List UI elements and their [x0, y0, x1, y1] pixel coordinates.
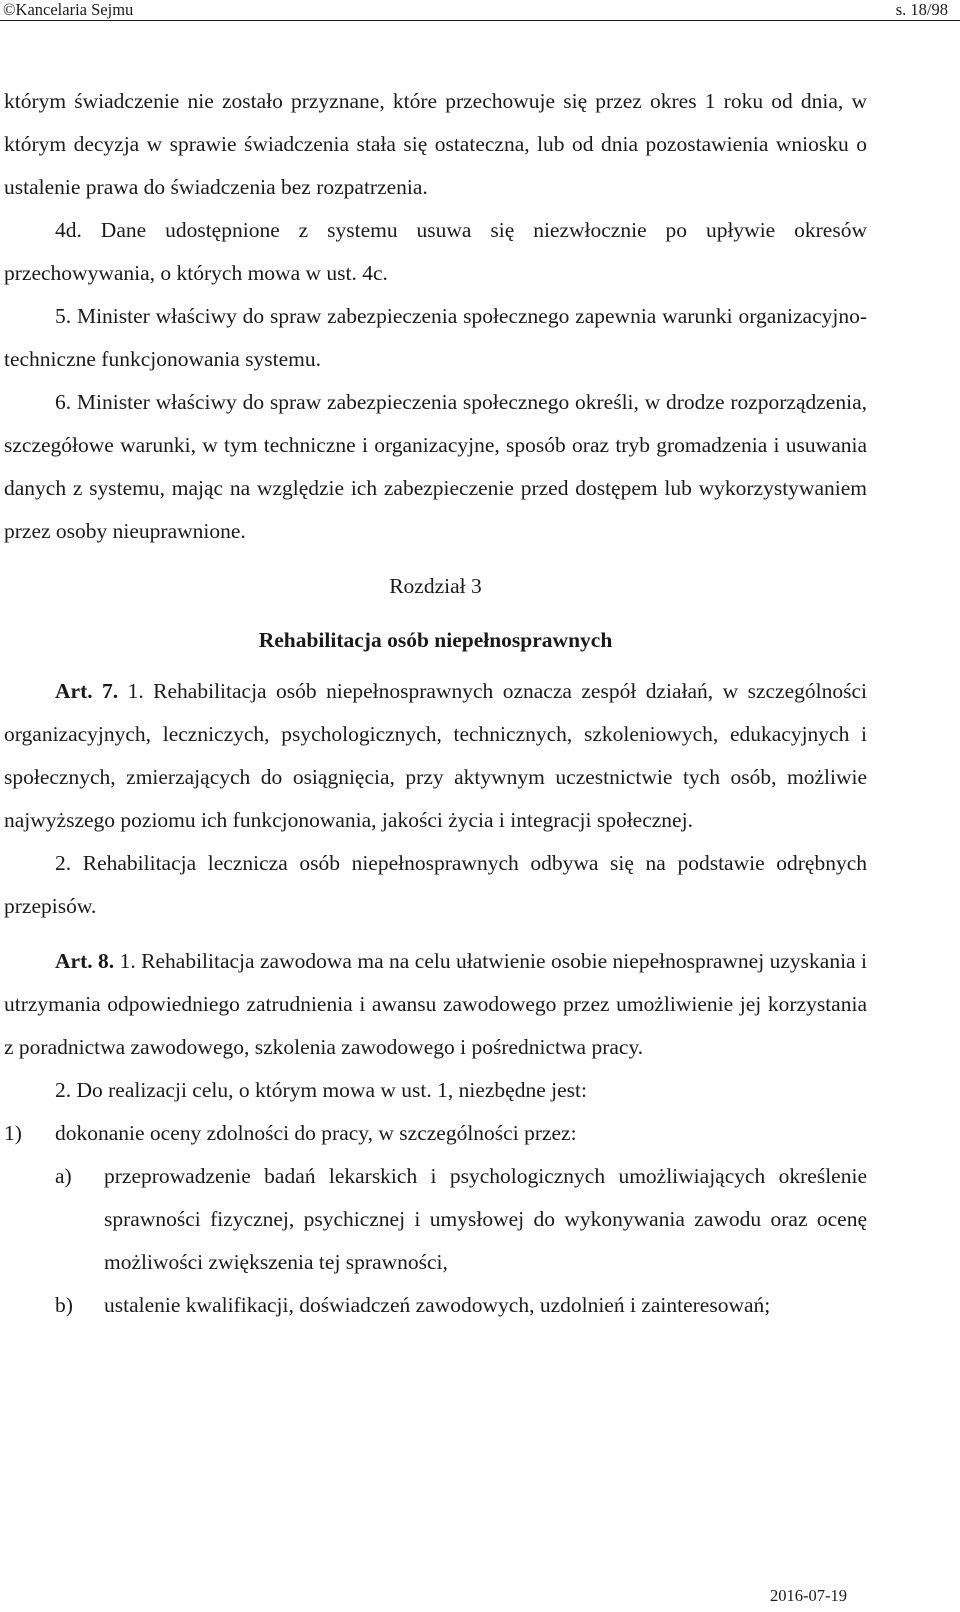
article-8-paragraph-1: [4, 940, 867, 1069]
list-item-1: [4, 1112, 867, 1155]
header-divider: [0, 20, 960, 21]
list-marker: b): [55, 1293, 73, 1317]
list-subitem-b: [4, 1284, 867, 1327]
article-7-p1-text: 1. Rehabilitacja osób niepełnosprawnych oznacza zespół działań, w szczególności organizacyjnych, leczniczych, psychologicznych, technicznych, szkoleniowych, edukacyjnych i społecznych, zmierzających do osiągnięcia, przy aktywnym uczestnictwie tych osób, możliwie najwyższego poziomu ich funkcjonowania, jakości życia i integracji społecznej.: [4, 679, 867, 832]
document-body: [4, 80, 867, 1327]
article-8-label: Art. 8.: [55, 949, 115, 973]
paragraph-continuation: którym świadczenie nie zostało przyznane, które przechowuje się przez okres 1 roku od dnia, w którym decyzja w sprawie świadczenia stała się ostateczna, lub od dnia pozostawienia wniosku o ustalenie prawa do świadczenia bez rozpatrzenia.: [4, 89, 867, 199]
page-header: [0, 0, 960, 22]
chapter-title: Rehabilitacja osób niepełnosprawnych: [258, 628, 613, 652]
article-8-paragraph-2: 2. Do realizacji celu, o którym mowa w ust. 1, niezbędne jest:: [55, 1078, 587, 1102]
list-marker: 1): [4, 1121, 22, 1145]
list-item-text: przeprowadzenie badań lekarskich i psychologicznych umożliwiających określenie sprawności fizycznej, psychicznej i umysłowej do wykonywania zawodu oraz ocenę możliwości zwiększenia tej sprawności,: [104, 1164, 867, 1274]
article-8-p1-text: 1. Rehabilitacja zawodowa ma na celu ułatwienie osobie niepełnosprawnej uzyskania i utrzymania odpowiedniego zatrudnienia i awansu zawodowego przez umożliwienie jej korzystania z poradnictwa zawodowego, szkolenia zawodowego i pośrednictwa pracy.: [4, 949, 867, 1059]
article-7-paragraph-2: 2. Rehabilitacja lecznicza osób niepełnosprawnych odbywa się na podstawie odrębnych przepisów.: [4, 851, 867, 918]
footer-date: 2016-07-19: [770, 1586, 847, 1605]
article-7-label: Art. 7.: [55, 679, 119, 703]
header-page-number: s. 18/98: [895, 0, 948, 19]
header-copyright: ©Kancelaria Sejmu: [3, 0, 134, 19]
paragraph-4d: 4d. Dane udostępnione z systemu usuwa się niezwłocznie po upływie okresów przechowywania, o których mowa w ust. 4c.: [4, 218, 867, 285]
list-item-text: dokonanie oceny zdolności do pracy, w szczególności przez:: [55, 1121, 577, 1145]
list-subitem-a: [4, 1155, 867, 1284]
list-marker: a): [55, 1164, 72, 1188]
list-item-text: ustalenie kwalifikacji, doświadczeń zawodowych, uzdolnień i zainteresowań;: [104, 1293, 771, 1317]
paragraph-6: 6. Minister właściwy do spraw zabezpieczenia społecznego określi, w drodze rozporządzenia, szczegółowe warunki, w tym techniczne i organizacyjne, sposób oraz tryb gromadzenia i usuwania danych z systemu, mając na względzie ich zabezpieczenie przed dostępem lub wykorzystywaniem przez osoby nieuprawnione.: [4, 390, 867, 543]
chapter-label: Rozdział 3: [389, 574, 482, 598]
article-7-paragraph-1: [4, 670, 867, 842]
paragraph-5: 5. Minister właściwy do spraw zabezpieczenia społecznego zapewnia warunki organizacyjno-techniczne funkcjonowania systemu.: [4, 304, 867, 371]
